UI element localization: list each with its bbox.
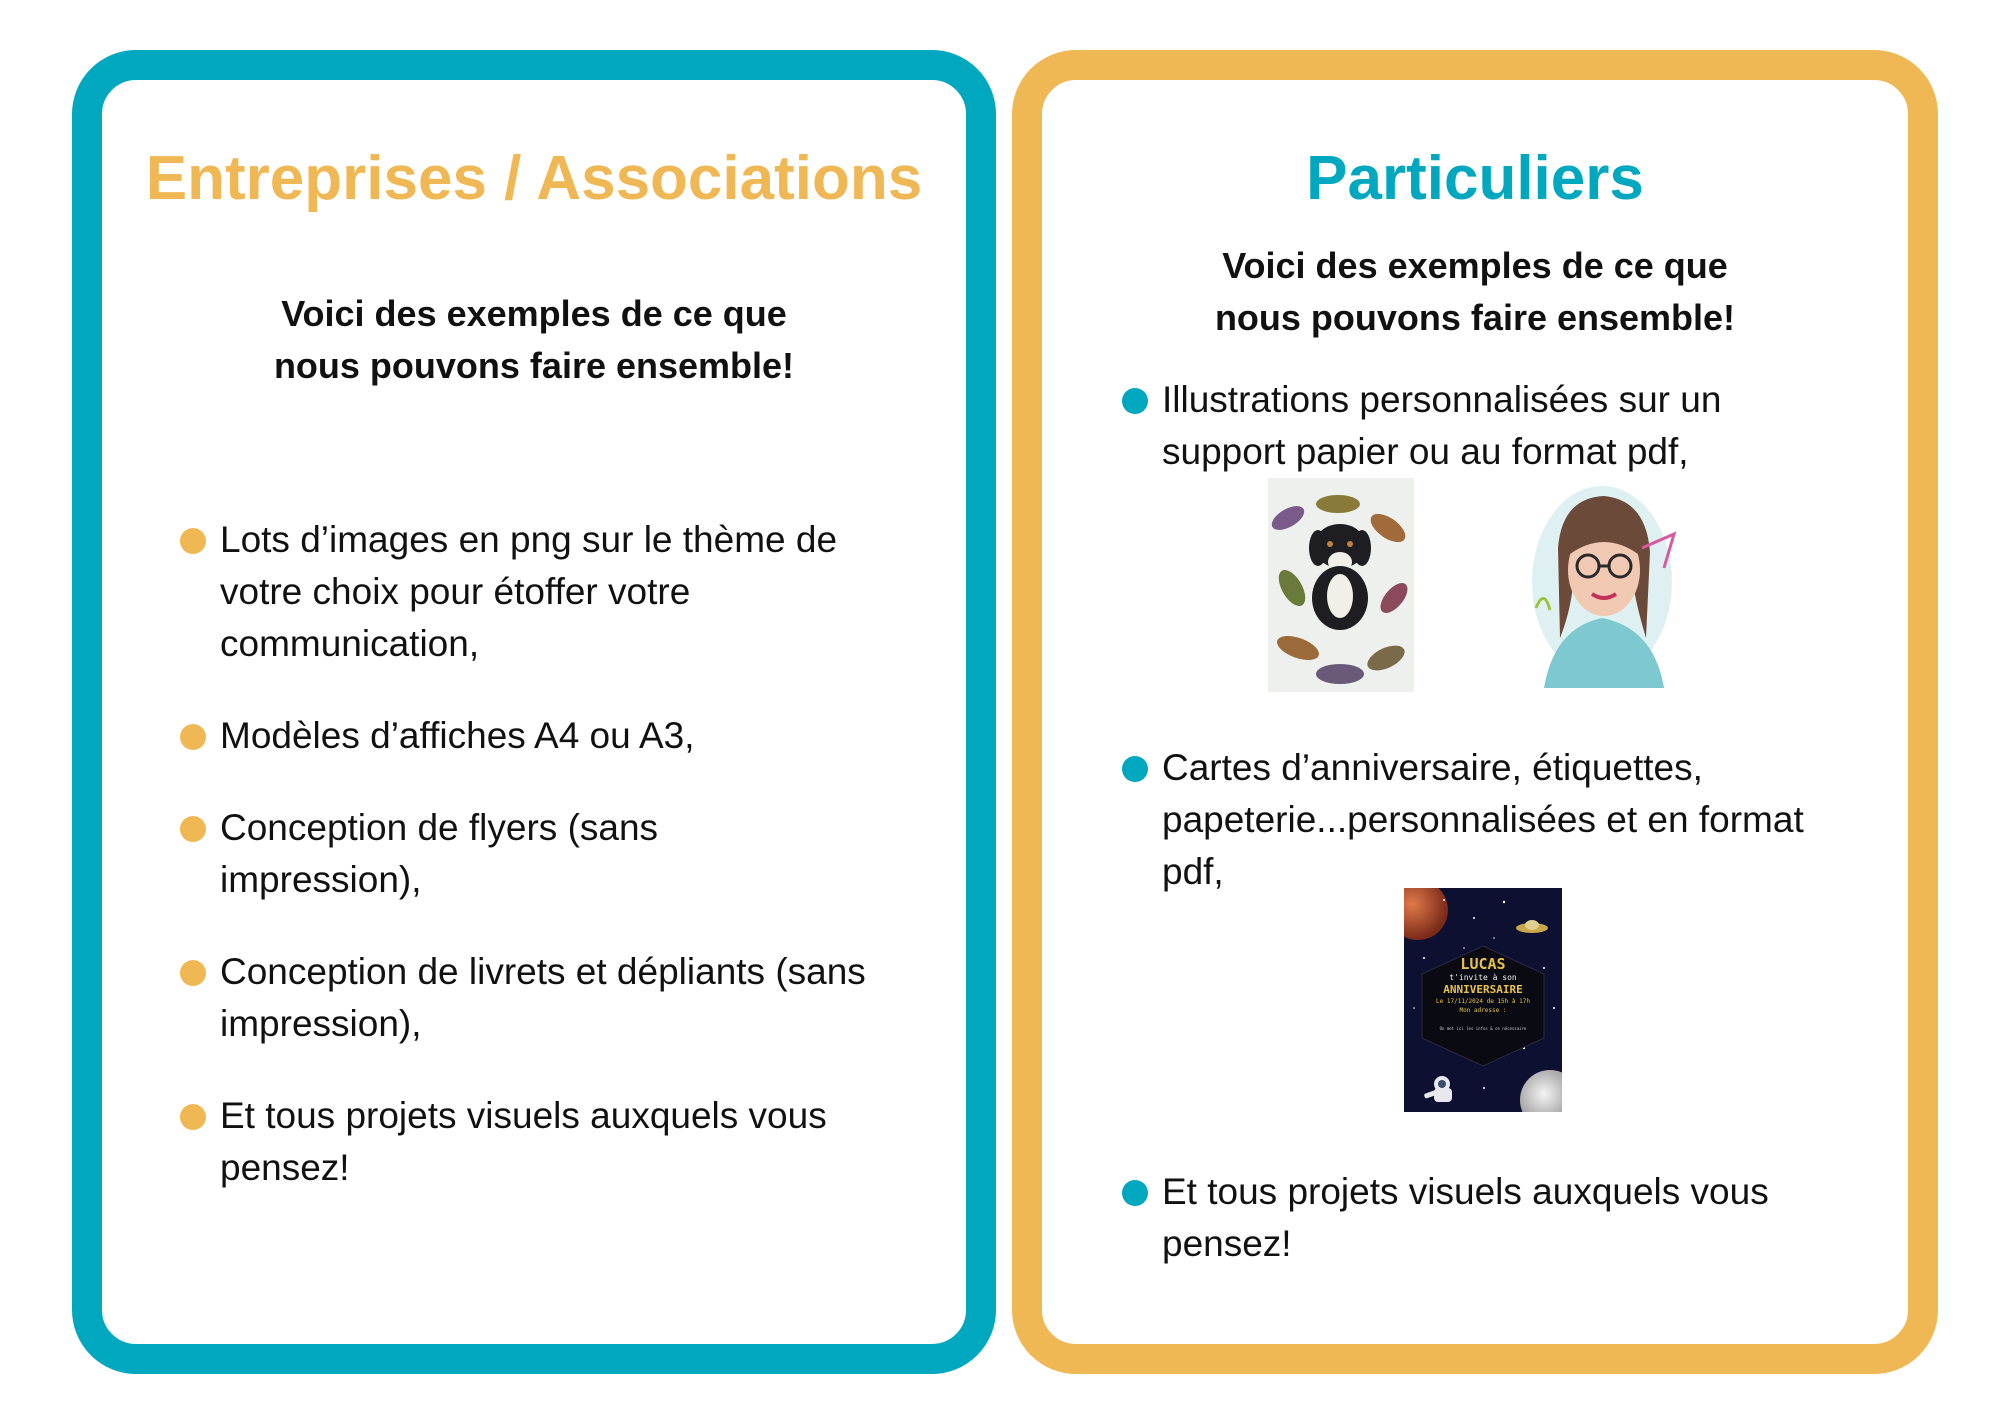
list-item: Modèles d’affiches A4 ou A3, — [220, 710, 920, 762]
dog-illustration-image — [1268, 478, 1414, 692]
invitation-text-block — [1422, 956, 1544, 1033]
individuals-subtitle: Voici des exemples de ce que nous pouvons faire ensemble! — [1214, 245, 1736, 338]
business-card-panel — [72, 50, 996, 1374]
list-item: Lots d’images en png sur le thème de votre choix pour étoffer votre communication, — [220, 514, 920, 670]
bullet-dot-icon — [1122, 388, 1148, 414]
invitation-line5: On met ici les infos & ce nécessaire — [1439, 1026, 1527, 1031]
invitation-line4: Mon adresse : — [1459, 1007, 1507, 1014]
bullet-dot-icon — [1122, 1180, 1148, 1206]
invitation-line1: t'invite à son — [1449, 973, 1517, 982]
individuals-card-panel — [1012, 50, 1938, 1374]
birthday-invitation-image — [1404, 888, 1562, 1112]
business-title: Entreprises / Associations — [145, 144, 923, 213]
list-item: Cartes d’anniversaire, étiquettes, papeterie...personnalisées et en format pdf, — [1162, 742, 1902, 898]
bullet-dot-icon — [180, 528, 206, 554]
list-item: Conception de livrets et dépliants (sans impression), — [220, 946, 920, 1050]
invitation-name: LUCAS — [1460, 955, 1506, 973]
bullet-dot-icon — [180, 1104, 206, 1130]
bullet-dot-icon — [1122, 756, 1148, 782]
invitation-line3: Le 17/11/2024 de 15h à 17h — [1436, 998, 1530, 1005]
list-item: Conception de flyers (sans impression), — [220, 802, 920, 906]
bullet-dot-icon — [180, 816, 206, 842]
list-item: Et tous projets visuels auxquels vous pensez! — [220, 1090, 920, 1194]
invitation-line2: ANNIVERSAIRE — [1443, 983, 1523, 996]
bullet-dot-icon — [180, 960, 206, 986]
bullet-dot-icon — [180, 724, 206, 750]
individuals-title: Particuliers — [1306, 144, 1644, 213]
business-subtitle: Voici des exemples de ce que nous pouvons faire ensemble! — [273, 293, 795, 386]
list-item: Illustrations personnalisées sur un support papier ou au format pdf, — [1162, 374, 1902, 478]
list-item: Et tous projets visuels auxquels vous pensez! — [1162, 1166, 1902, 1270]
portrait-illustration-icon — [1514, 478, 1694, 694]
portrait-illustration-image — [1514, 478, 1694, 694]
dog-illustration-icon — [1268, 478, 1414, 692]
